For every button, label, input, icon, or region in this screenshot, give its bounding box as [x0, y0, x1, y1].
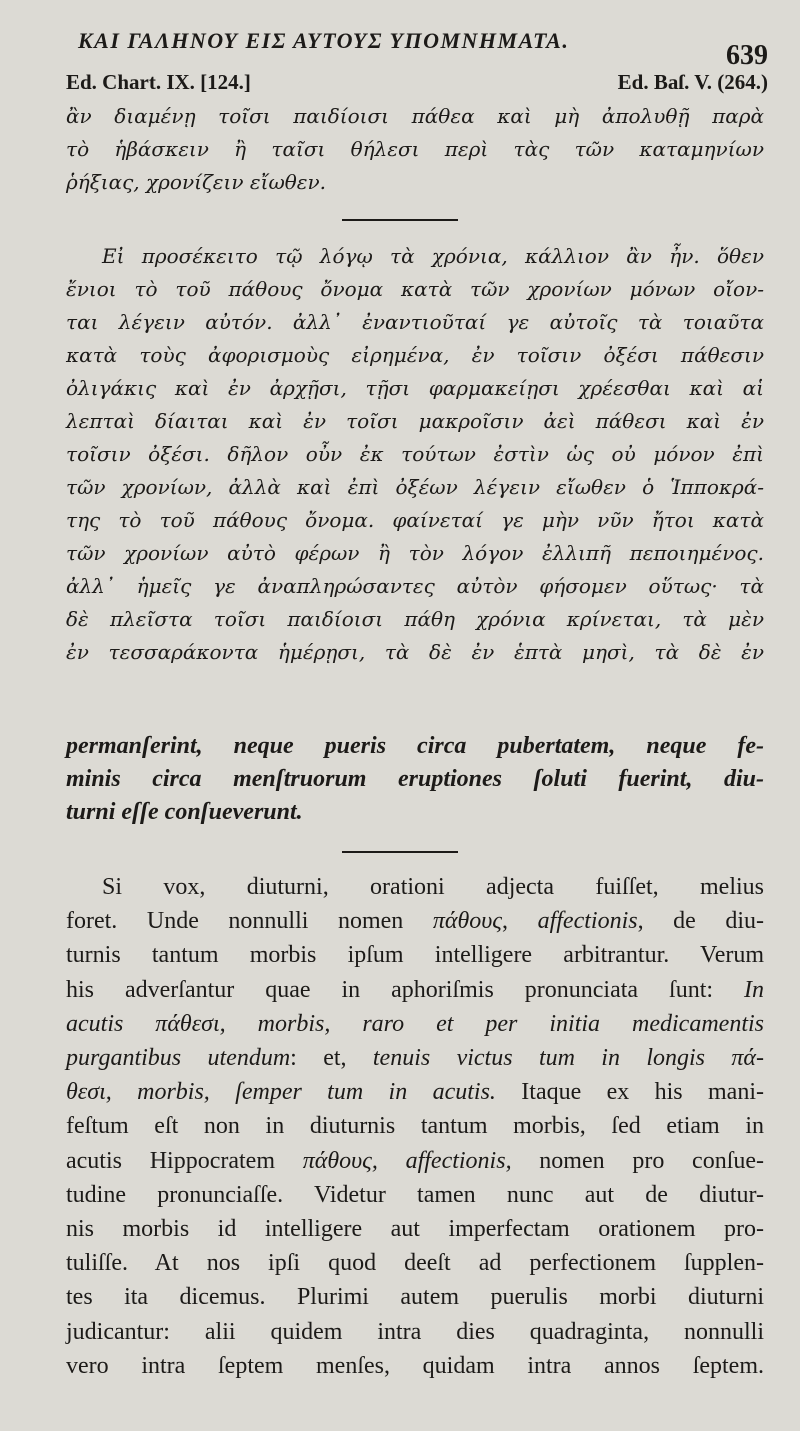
- greek-line: της τὸ τοῦ πάθους ὄνομα. φαίνεταί γε μὴν νῦν ἤτοι κατὰ: [66, 508, 764, 532]
- edition-basel: Ed. Baſ. V. (264.): [617, 70, 768, 94]
- greek-line: ὀλιγάκις καὶ ἐν ἀρχῇσι, τῇσι φαρμακείῃσι χρέεσθαι καὶ αἱ: [66, 376, 764, 400]
- section-divider: [342, 851, 458, 853]
- greek-line: Εἰ προσέκειτο τῷ λόγῳ τὰ χρόνια, κάλλιον ἂν ἦν. ὅθεν: [102, 244, 764, 268]
- page-number: 639: [726, 40, 768, 71]
- greek-line: ἐν τεσσαράκοντα ἡμέρῃσι, τὰ δὲ ἐν ἑπτὰ μησὶ, τὰ δὲ ἐν: [66, 640, 764, 664]
- latin-line: θεσι, morbis, ſemper tum in acutis. Itaque ex his mani-: [66, 1079, 764, 1106]
- greek-line: ἔνιοι τὸ τοῦ πάθους ὄνομα κατὰ τῶν χρονίων μόνων οἴον-: [66, 277, 764, 301]
- latin-italic-line: turni eſſe conſueverunt.: [66, 799, 303, 825]
- latin-line: Si vox, diuturni, orationi adjecta fuiſſet, melius: [102, 874, 764, 900]
- latin-line: foret. Unde nonnulli nomen πάθους, affectionis, de diu-: [66, 908, 765, 935]
- latin-line: acutis πάθεσι, morbis, raro et per initia medicamentis: [66, 1010, 764, 1037]
- greek-line: δὲ πλεῖστα τοῖσι παιδίοισι πάθη χρόνια κρίνεται, τὰ μὲν: [66, 607, 764, 631]
- latin-line: vero intra ſeptem menſes, quidam intra annos ſeptem.: [66, 1352, 764, 1379]
- running-head: ΚΑΙ ΓΑΛΗΝΟΥ ΕΙΣ ΑΥΤΟΥΣ ΥΠΟΜΝΗΜΑΤΑ.: [78, 28, 570, 53]
- section-divider: [342, 219, 458, 221]
- greek-line: λεπταὶ δίαιται καὶ ἐν τοῖσι μακροῖσιν ἀεὶ πάθεσι καὶ ἐν: [66, 409, 764, 433]
- latin-line: tuliſſe. At nos ipſi quod deeſt ad perfectionem ſupplen-: [66, 1250, 764, 1277]
- latin-commentary: [66, 870, 764, 1383]
- greek-line: ἀλλ᾽ ἡμεῖς γε ἀναπληρώσαντες αὐτὸν φήσομεν οὕτως· τὰ: [66, 574, 764, 598]
- latin-line: judicantur: alii quidem intra dies quadraginta, nonnulli: [66, 1318, 764, 1345]
- latin-line: acutis Hippocratem πάθους, affectionis, nomen pro conſue-: [66, 1147, 765, 1174]
- greek-line: τοῖσιν ὀξέσι. δῆλον οὖν ἐκ τούτων ἐστὶν ὡς οὐ μόνον ἐπὶ: [66, 442, 764, 466]
- latin-line: nis morbis id intelligere aut imperfectam orationem pro-: [66, 1216, 764, 1243]
- greek-lemma: [66, 100, 764, 199]
- greek-line: ἂν διαμένῃ τοῖσι παιδίοισι πάθεα καὶ μὴ ἀπολυθῇ παρὰ: [66, 104, 764, 128]
- latin-line: feſtum eſt non in diuturnis tantum morbis, ſed etiam in: [66, 1113, 764, 1140]
- latin-lemma: [66, 730, 764, 829]
- greek-line: ῥήξιας, χρονίζειν εἴωθεν.: [66, 170, 327, 194]
- greek-line: τῶν χρονίων αὐτὸ φέρων ἢ τὸν λόγον ἐλλιπῆ πεποιημένος.: [66, 541, 764, 565]
- greek-line: τὸ ἡβάσκειν ἢ ταῖσι θήλεσι περὶ τὰς τῶν καταμηνίων: [66, 137, 764, 161]
- greek-line: τῶν χρονίων, ἀλλὰ καὶ ἐπὶ ὀξέων λέγειν εἴωθεν ὁ Ἱπποκρά-: [66, 475, 764, 499]
- greek-line: κατὰ τοὺς ἀφορισμοὺς εἰρημένα, ἐν τοῖσιν ὀξέσι πάθεσιν: [66, 343, 764, 367]
- latin-line: tes ita dicemus. Plurimi autem puerulis morbi diuturni: [66, 1284, 764, 1311]
- edition-chartier: Ed. Chart. IX. [124.]: [66, 70, 251, 94]
- edition-line: [66, 70, 768, 95]
- latin-line: tudine pronunciaſſe. Videtur tamen nunc aut de diutur-: [66, 1181, 764, 1208]
- latin-line: his adverſantur quae in aphoriſmis pronunciata ſunt: In: [66, 976, 764, 1003]
- latin-line: purgantibus utendum: et, tenuis victus tum in longis πά-: [66, 1045, 765, 1072]
- greek-line: ται λέγειν αὐτόν. ἀλλ᾽ ἐναντιοῦταί γε αὐτοῖς τὰ τοιαῦτα: [66, 310, 764, 334]
- latin-italic-line: permanſerint, neque pueris circa pubertatem, neque fe-: [66, 733, 764, 759]
- latin-italic-line: minis circa menſtruorum eruptiones ſoluti fuerint, diu-: [66, 766, 764, 792]
- latin-line: turnis tantum morbis ipſum intelligere arbitrantur. Verum: [66, 942, 764, 969]
- greek-commentary: [66, 240, 764, 669]
